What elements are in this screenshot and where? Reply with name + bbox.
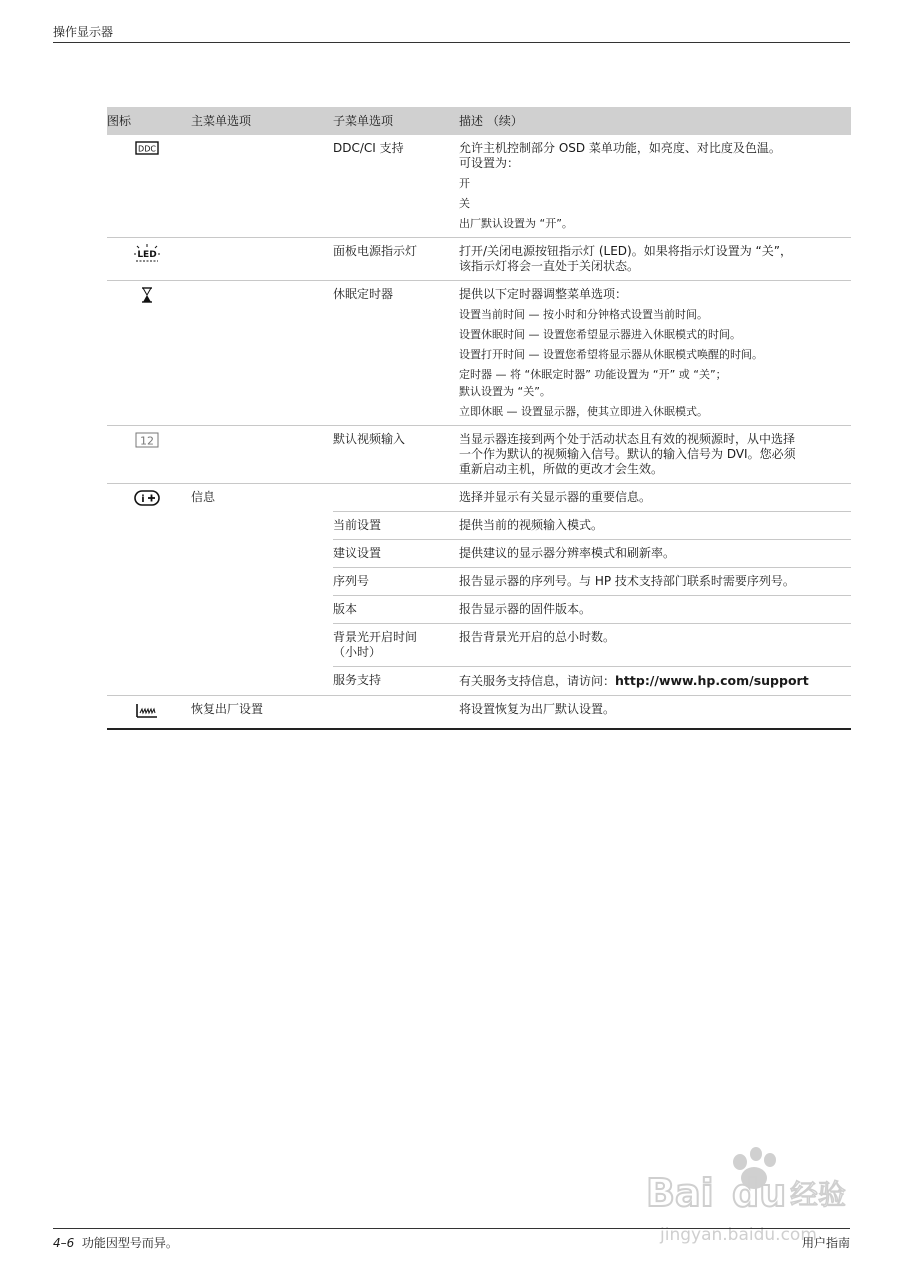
desc-line: 打开/关闭电源按钮指示灯 (LED)。如果将指示灯设置为 “关”， <box>459 244 792 258</box>
submenu-led: 面板电源指示灯 <box>333 238 459 281</box>
submenu-current-settings: 当前设置 <box>333 512 459 540</box>
desc-line: 可设置为： <box>459 156 520 170</box>
watermark-brand2: du <box>732 1171 787 1215</box>
osd-menu-table <box>107 107 851 730</box>
svg-text:LED: LED <box>137 250 157 260</box>
submenu-sleep-timer: 休眠定时器 <box>333 281 459 426</box>
factory-reset-icon <box>135 702 159 722</box>
desc-line: 一个作为默认的视频输入信号。默认的输入信号为 DVI。您必须 <box>459 447 796 461</box>
led-icon <box>132 244 162 268</box>
submenu-backlight-label: 背景光开启时间 <box>333 630 418 644</box>
desc-led <box>459 238 851 281</box>
watermark-brand: Bai <box>646 1171 714 1215</box>
option-off: 关 <box>459 197 470 210</box>
sleep-option: 设置休眠时间 — 设置您希望显示器进入休眠模式的时间。 <box>459 328 741 341</box>
video-input-icon <box>135 432 159 452</box>
submenu-service: 服务支持 <box>333 667 459 696</box>
table-header-row <box>107 107 851 135</box>
main-info: 信息 <box>191 484 333 696</box>
option-on: 开 <box>459 177 470 190</box>
submenu-serial: 序列号 <box>333 568 459 596</box>
hourglass-icon <box>141 287 153 307</box>
desc-service <box>459 667 851 696</box>
sleep-option-default: 默认设置为 “关”。 <box>459 385 551 398</box>
desc-backlight-hours: 报告背景光开启的总小时数。 <box>459 624 851 667</box>
sleep-option: 立即休眠 — 设置显示器，使其立即进入休眠模式。 <box>459 405 708 418</box>
header-main-menu: 主菜单选项 <box>191 107 333 135</box>
table-row-default-video <box>107 426 851 484</box>
table-row-info <box>107 484 851 512</box>
submenu-backlight-unit: （小时） <box>333 645 382 659</box>
desc-line: 重新启动主机，所做的更改才会生效。 <box>459 462 664 476</box>
desc-line: 该指示灯将会一直处于关闭状态。 <box>459 259 640 273</box>
sleep-option: 定时器 — 将 “休眠定时器” 功能设置为 “开” 或 “关”； <box>459 368 727 381</box>
page-footer <box>53 1228 850 1251</box>
table-row-sleep-timer <box>107 281 851 426</box>
desc-line: 允许主机控制部分 OSD 菜单功能，如亮度、对比度及色温。 <box>459 141 781 155</box>
submenu-version: 版本 <box>333 596 459 624</box>
desc-ddc <box>459 135 851 238</box>
desc-version: 报告显示器的固件版本。 <box>459 596 851 624</box>
desc-current-settings: 提供当前的视频输入模式。 <box>459 512 851 540</box>
desc-line: 当显示器连接到两个处于活动状态且有效的视频源时，从中选择 <box>459 432 796 446</box>
sleep-option: 设置打开时间 — 设置您希望将显示器从休眠模式唤醒的时间。 <box>459 348 763 361</box>
watermark-url: jingyan.baidu.com <box>660 1225 817 1245</box>
header-icon: 图标 <box>107 107 191 135</box>
desc-serial: 报告显示器的序列号。与 HP 技术支持部门联系时需要序列号。 <box>459 568 851 596</box>
submenu-backlight-hours <box>333 624 459 667</box>
running-header <box>53 24 850 43</box>
support-link[interactable]: http://www.hp.com/support <box>615 673 809 688</box>
desc-sleep-timer <box>459 281 851 426</box>
section-title: 操作显示器 <box>53 25 114 39</box>
watermark-cn: 经验 <box>790 1178 847 1211</box>
footer-guide: 用户指南 <box>801 1236 850 1250</box>
svg-text:12: 12 <box>140 434 154 448</box>
service-text: 有关服务支持信息，请访问： <box>459 674 616 688</box>
ddc-icon <box>135 141 159 159</box>
footer-note: 功能因型号而异。 <box>81 1236 178 1250</box>
desc-recommended: 提供建议的显示器分辨率模式和刷新率。 <box>459 540 851 568</box>
table-row-factory-reset <box>107 696 851 730</box>
header-description: 描述 （续） <box>459 107 851 135</box>
page-number: 4–6 <box>53 1236 75 1250</box>
sleep-option: 设置当前时间 — 按小时和分钟格式设置当前时间。 <box>459 308 708 321</box>
svg-text:DDC: DDC <box>138 144 156 154</box>
main-factory-reset: 恢复出厂设置 <box>191 696 333 730</box>
table-row-ddc <box>107 135 851 238</box>
submenu-recommended: 建议设置 <box>333 540 459 568</box>
desc-line: 提供以下定时器调整菜单选项： <box>459 287 628 301</box>
default-note: 出厂默认设置为 “开”。 <box>459 217 573 230</box>
info-icon <box>134 490 160 510</box>
desc-factory-reset: 将设置恢复为出厂默认设置。 <box>459 696 851 730</box>
header-submenu: 子菜单选项 <box>333 107 459 135</box>
submenu-default-video: 默认视频输入 <box>333 426 459 484</box>
table-row-led <box>107 238 851 281</box>
svg-text:i: i <box>141 494 145 505</box>
desc-default-video <box>459 426 851 484</box>
desc-info: 选择并显示有关显示器的重要信息。 <box>459 484 851 512</box>
submenu-ddc: DDC/CI 支持 <box>333 141 404 155</box>
